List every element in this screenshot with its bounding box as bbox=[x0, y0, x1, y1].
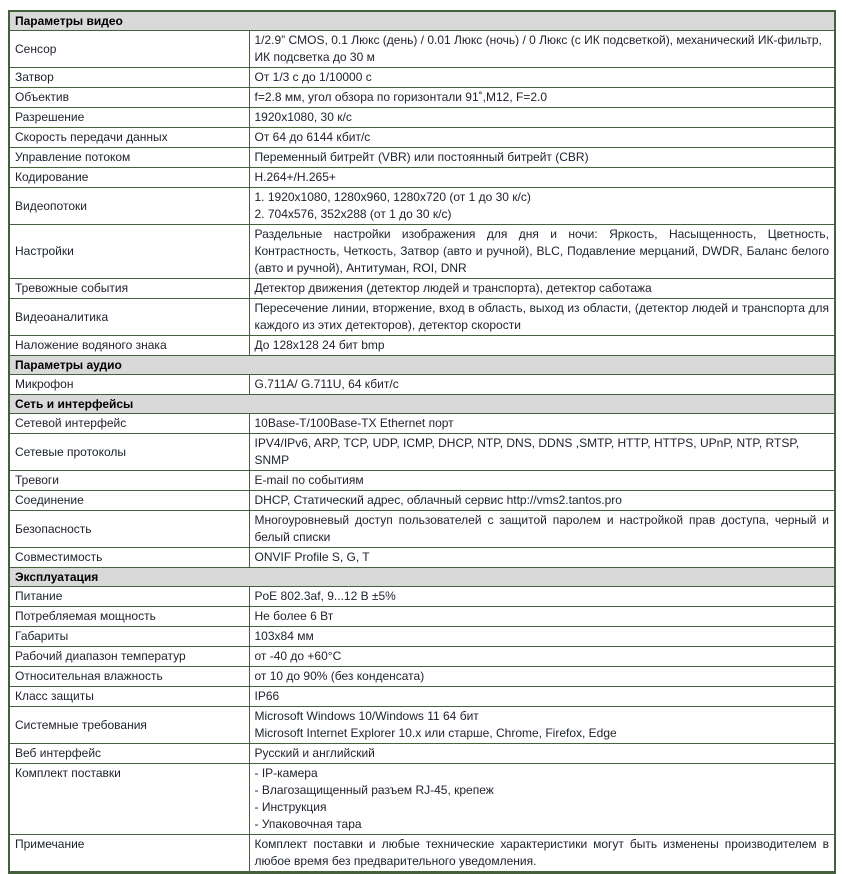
value-line: - IP-камера bbox=[254, 766, 318, 780]
spec-row bbox=[9, 414, 835, 434]
spec-label: Безопасность bbox=[9, 511, 249, 548]
spec-value: Пересечение линии, вторжение, вход в область, выход из области, (детектор людей и транспорта для каждого из этих детекторов), детектор скорости bbox=[249, 299, 835, 336]
spec-row bbox=[9, 764, 835, 835]
spec-value bbox=[249, 188, 835, 225]
value-line: - Влагозащищенный разъем RJ-45, крепеж bbox=[254, 783, 494, 797]
spec-row bbox=[9, 434, 835, 471]
spec-row bbox=[9, 587, 835, 607]
spec-value: От 64 до 6144 кбит/с bbox=[249, 128, 835, 148]
spec-row bbox=[9, 336, 835, 356]
spec-row bbox=[9, 835, 835, 873]
value-line: Microsoft Windows 10/Windows 11 64 бит bbox=[254, 709, 479, 723]
spec-label: Сенсор bbox=[9, 31, 249, 68]
spec-label: Видеоаналитика bbox=[9, 299, 249, 336]
spec-label: Соединение bbox=[9, 491, 249, 511]
spec-row bbox=[9, 148, 835, 168]
value-line: 1. 1920x1080, 1280x960, 1280x720 (от 1 до 30 к/с) bbox=[254, 190, 531, 204]
spec-value bbox=[249, 707, 835, 744]
spec-label: Габариты bbox=[9, 627, 249, 647]
spec-label: Класс защиты bbox=[9, 687, 249, 707]
spec-label: Сетевой интерфейс bbox=[9, 414, 249, 434]
spec-value: H.264+/H.265+ bbox=[249, 168, 835, 188]
spec-label: Тревожные события bbox=[9, 279, 249, 299]
spec-row bbox=[9, 687, 835, 707]
spec-label: Тревоги bbox=[9, 471, 249, 491]
spec-label: Веб интерфейс bbox=[9, 744, 249, 764]
spec-row bbox=[9, 511, 835, 548]
spec-label: Микрофон bbox=[9, 375, 249, 395]
spec-label: Относительная влажность bbox=[9, 667, 249, 687]
spec-label: Видеопотоки bbox=[9, 188, 249, 225]
spec-value: DHCP, Статический адрес, облачный сервис http://vms2.tantos.pro bbox=[249, 491, 835, 511]
spec-row bbox=[9, 707, 835, 744]
value-line: - Инструкция bbox=[254, 800, 327, 814]
spec-label: Затвор bbox=[9, 68, 249, 88]
spec-label: Настройки bbox=[9, 225, 249, 279]
spec-row bbox=[9, 128, 835, 148]
spec-row bbox=[9, 225, 835, 279]
spec-label: Примечание bbox=[9, 835, 249, 873]
section-title: Параметры видео bbox=[9, 11, 835, 31]
spec-value: PoE 802.3af, 9...12 В ±5% bbox=[249, 587, 835, 607]
spec-value: 10Base-T/100Base-TX Ethernet порт bbox=[249, 414, 835, 434]
spec-row bbox=[9, 188, 835, 225]
spec-table-body bbox=[9, 11, 835, 873]
spec-value: ONVIF Profile S, G, T bbox=[249, 548, 835, 568]
spec-value: Переменный битрейт (VBR) или постоянный битрейт (CBR) bbox=[249, 148, 835, 168]
spec-row bbox=[9, 607, 835, 627]
spec-value: До 128x128 24 бит bmp bbox=[249, 336, 835, 356]
spec-value: IP66 bbox=[249, 687, 835, 707]
spec-value: Комплект поставки и любые технические характеристики могут быть изменены производителем в любое время без предварительного уведомления. bbox=[249, 835, 835, 873]
spec-value: Русский и английский bbox=[249, 744, 835, 764]
spec-row bbox=[9, 88, 835, 108]
spec-value: от -40 до +60°С bbox=[249, 647, 835, 667]
spec-row bbox=[9, 168, 835, 188]
spec-row bbox=[9, 667, 835, 687]
spec-label: Разрешение bbox=[9, 108, 249, 128]
section-header-row bbox=[9, 356, 835, 375]
section-header-row bbox=[9, 395, 835, 414]
spec-row bbox=[9, 548, 835, 568]
spec-row bbox=[9, 279, 835, 299]
spec-label: Рабочий диапазон температур bbox=[9, 647, 249, 667]
value-line: - Упаковочная тара bbox=[254, 817, 362, 831]
spec-label: Питание bbox=[9, 587, 249, 607]
section-header-row bbox=[9, 11, 835, 31]
spec-value: Не более 6 Вт bbox=[249, 607, 835, 627]
spec-label: Кодирование bbox=[9, 168, 249, 188]
spec-label: Управление потоком bbox=[9, 148, 249, 168]
spec-value: Раздельные настройки изображения для дня и ночи: Яркость, Насыщенность, Цветность, Контрастность, Четкость, Затвор (авто и ручной), BLC, Подавление мерцаний, DWDR, Баланс белого (авто и ручной), Антитуман, ROI, DNR bbox=[249, 225, 835, 279]
spec-label: Потребляемая мощность bbox=[9, 607, 249, 627]
spec-row bbox=[9, 744, 835, 764]
spec-value: f=2.8 мм, угол обзора по горизонтали 91˚,M12, F=2.0 bbox=[249, 88, 835, 108]
section-header-row bbox=[9, 568, 835, 587]
spec-row bbox=[9, 471, 835, 491]
value-line: Microsoft Internet Explorer 10.x или старше, Chrome, Firefox, Edge bbox=[254, 726, 617, 740]
spec-label: Сетевые протоколы bbox=[9, 434, 249, 471]
spec-row bbox=[9, 491, 835, 511]
section-title: Сеть и интерфейсы bbox=[9, 395, 835, 414]
spec-row bbox=[9, 375, 835, 395]
spec-row bbox=[9, 108, 835, 128]
section-title: Параметры аудио bbox=[9, 356, 835, 375]
spec-label: Системные требования bbox=[9, 707, 249, 744]
spec-value: IPV4/IPv6, ARP, TCP, UDP, ICMP, DHCP, NTP, DNS, DDNS ,SMTP, HTTP, HTTPS, UPnP, NTP, RTSP, SNMP bbox=[249, 434, 835, 471]
spec-row bbox=[9, 647, 835, 667]
spec-row bbox=[9, 68, 835, 88]
spec-value: От 1/3 с до 1/10000 с bbox=[249, 68, 835, 88]
spec-value: 1/2.9” CMOS, 0.1 Люкс (день) / 0.01 Люкс (ночь) / 0 Люкс (с ИК подсветкой), механический ИК-фильтр, ИК подсветка до 30 м bbox=[249, 31, 835, 68]
spec-row bbox=[9, 299, 835, 336]
spec-value: Многоуровневый доступ пользователей с защитой паролем и настройкой прав доступа, черный и белый списки bbox=[249, 511, 835, 548]
spec-value bbox=[249, 764, 835, 835]
spec-value: 1920x1080, 30 к/с bbox=[249, 108, 835, 128]
spec-value: 103x84 мм bbox=[249, 627, 835, 647]
spec-value: Детектор движения (детектор людей и транспорта), детектор саботажа bbox=[249, 279, 835, 299]
spec-label: Совместимость bbox=[9, 548, 249, 568]
spec-row bbox=[9, 31, 835, 68]
spec-value: E-mail по событиям bbox=[249, 471, 835, 491]
spec-value: G.711A/ G.711U, 64 кбит/с bbox=[249, 375, 835, 395]
spec-value: от 10 до 90% (без конденсата) bbox=[249, 667, 835, 687]
spec-label: Объектив bbox=[9, 88, 249, 108]
spec-row bbox=[9, 627, 835, 647]
value-line: 2. 704x576, 352x288 (от 1 до 30 к/с) bbox=[254, 207, 452, 221]
spec-label: Наложение водяного знака bbox=[9, 336, 249, 356]
spec-table bbox=[8, 10, 836, 874]
section-title: Эксплуатация bbox=[9, 568, 835, 587]
spec-label: Комплект поставки bbox=[9, 764, 249, 835]
spec-label: Скорость передачи данных bbox=[9, 128, 249, 148]
